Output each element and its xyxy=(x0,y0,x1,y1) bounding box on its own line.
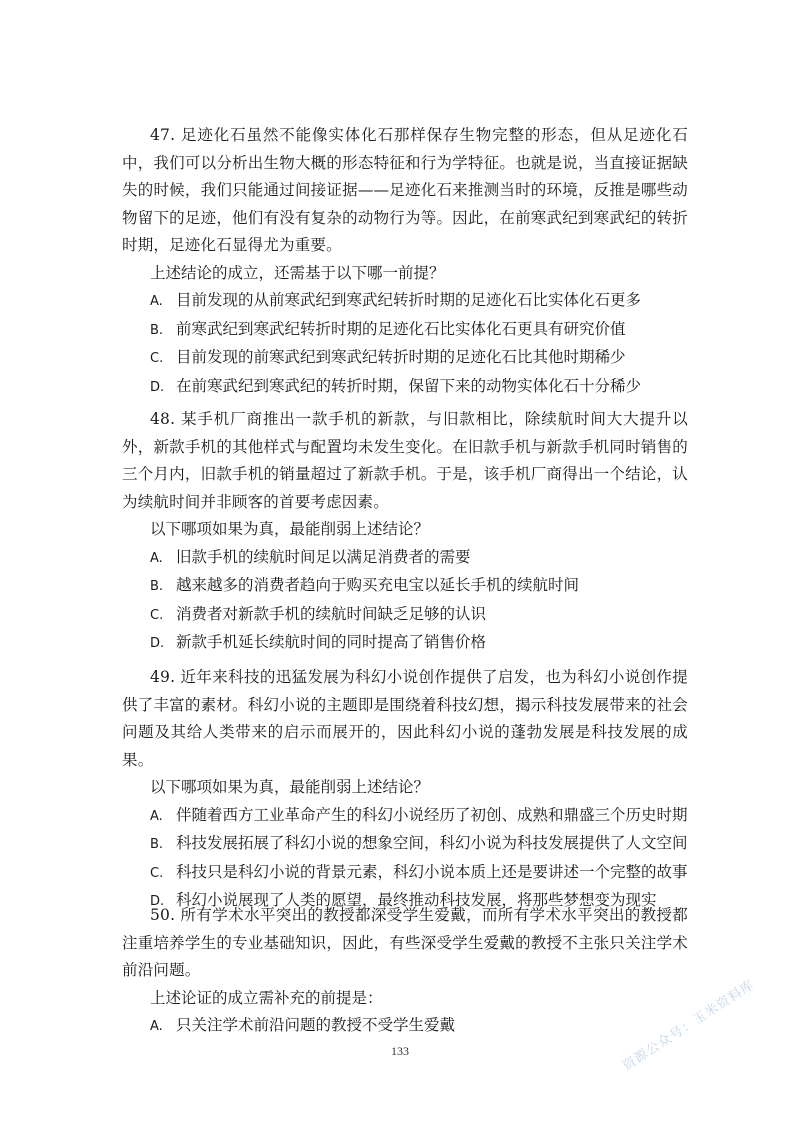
option-text: 科幻小说展现了人类的愿望，最终推动科技发展，将那些梦想变为现实 xyxy=(176,891,657,909)
option-d xyxy=(122,373,688,402)
question-stem: 48. 某手机厂商推出一款手机的新款，与旧款相比，除续航时间大大提升以外，新款手机的其他样式与配置均未发生变化。在旧款手机与新款手机同时销售的三个月内，旧款手机的销量超过了新款手机。于是，该手机厂商得出一个结论，认为续航时间并非顾客的首要考虑因素。 xyxy=(122,410,688,511)
option-letter: B. xyxy=(150,837,164,852)
question-prompt: 以下哪项如果为真，最能削弱上述结论？ xyxy=(150,778,430,796)
question-stem: 50. 所有学术水平突出的教授都深受学生爱戴，而所有学术水平突出的教授都注重培养学生的专业基础知识，因此，有些深受学生爱戴的教授不主张只关注学术前沿问题。 xyxy=(122,906,688,979)
question-prompt: 以下哪项如果为真，最能削弱上述结论？ xyxy=(150,520,430,538)
option-text: 伴随着西方工业革命产生的科幻小说经历了初创、成熟和鼎盛三个历史时期 xyxy=(176,805,688,824)
option-text: 消费者对新款手机的续航时间缺乏足够的认识 xyxy=(176,604,487,623)
option-a xyxy=(122,1012,688,1041)
option-letter: A. xyxy=(150,808,163,824)
option-text: 新款手机延长续航时间的同时提高了销售价格 xyxy=(176,633,487,651)
option-letter: D. xyxy=(150,894,165,909)
option-letter: C. xyxy=(150,865,164,881)
option-letter: C. xyxy=(150,351,164,366)
option-b xyxy=(122,830,688,859)
option-list xyxy=(122,287,688,401)
question-50 xyxy=(122,902,688,1041)
option-list xyxy=(122,544,688,658)
option-text: 在前寒武纪到寒武纪的转折时期，保留下来的动物实体化石十分稀少 xyxy=(176,376,642,395)
watermark: 资源公众号：玉米资料库 xyxy=(620,977,758,1074)
option-text: 前寒武纪到寒武纪转折时期的足迹化石比实体化石更具有研究价值 xyxy=(176,319,626,338)
option-a xyxy=(122,802,688,831)
option-list xyxy=(122,1012,688,1041)
option-letter: B. xyxy=(150,579,164,594)
question-48 xyxy=(122,406,688,658)
option-b xyxy=(122,316,688,345)
option-a xyxy=(122,544,688,573)
question-47 xyxy=(122,122,688,401)
option-a xyxy=(122,287,688,316)
option-d xyxy=(122,629,688,658)
option-letter: D. xyxy=(150,636,165,651)
option-text: 越来越多的消费者趋向于购买充电宝以延长手机的续航时间 xyxy=(176,576,580,594)
option-text: 科技只是科幻小说的背景元素，科幻小说本质上还是要讲述一个完整的故事 xyxy=(176,862,688,881)
option-letter: D. xyxy=(150,379,165,395)
option-letter: A. xyxy=(150,1019,163,1034)
option-letter: A. xyxy=(150,294,163,309)
option-c xyxy=(122,344,688,373)
option-letter: A. xyxy=(150,550,163,566)
question-stem: 49. 近年来科技的迅猛发展为科幻小说创作提供了启发，也为科幻小说创作提供了丰富的素材。科幻小说的主题即是围绕着科技幻想，揭示科技发展带来的社会问题及其给人类带来的启示而展开的，因此科幻小说的蓬勃发展是科技发展的成果。 xyxy=(122,668,688,769)
option-b xyxy=(122,572,688,601)
option-letter: C. xyxy=(150,607,164,623)
option-text: 只关注学术前沿问题的教授不受学生爱戴 xyxy=(176,1016,456,1034)
option-text: 目前发现的前寒武纪到寒武纪转折时期的足迹化石比其他时期稀少 xyxy=(176,348,626,366)
option-c xyxy=(122,601,688,630)
question-prompt: 上述结论的成立，还需基于以下哪一前提？ xyxy=(150,263,445,282)
option-letter: B. xyxy=(150,322,164,338)
question-stem: 47. 足迹化石虽然不能像实体化石那样保存生物完整的形态，但从足迹化石中，我们可以分析出生物大概的形态特征和行为学特征。也就是说，当直接证据缺失的时候，我们只能通过间接证据——足迹化石来推测当时的环境，反推是哪些动物留下的足迹，他们有没有复杂的动物行为等。因此，在前寒武纪到寒武纪的转折时期，足迹化石显得尤为重要。 xyxy=(122,126,688,254)
page-number: 133 xyxy=(391,1044,409,1058)
question-49 xyxy=(122,664,688,916)
option-text: 目前发现的从前寒武纪到寒武纪转折时期的足迹化石比实体化石更多 xyxy=(176,291,642,309)
question-prompt: 上述论证的成立需补充的前提是： xyxy=(150,988,383,1007)
option-text: 旧款手机的续航时间足以满足消费者的需要 xyxy=(176,547,471,566)
option-text: 科技发展拓展了科幻小说的想象空间，科幻小说为科技发展提供了人文空间 xyxy=(176,834,688,852)
option-c xyxy=(122,859,688,888)
option-list xyxy=(122,802,688,916)
